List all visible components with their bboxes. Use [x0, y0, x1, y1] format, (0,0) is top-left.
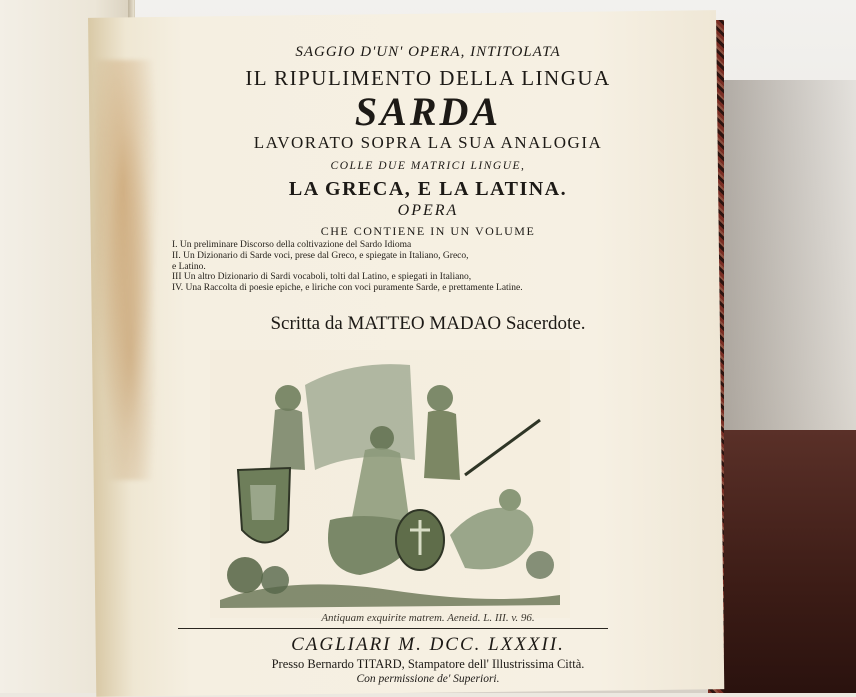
contents-item: III Un altro Dizionario di Sardi vocaboli, tolti dal Latino, e spiegati in Italiano,	[172, 272, 472, 283]
title-line-2: IL RIPULIMENTO DELLA LINGUA	[245, 66, 611, 90]
contents-item: e Latino.	[172, 261, 206, 272]
contents-item: I. Un preliminare Discorso della coltivazione del Sardo Idioma	[172, 240, 412, 250]
author-line: Scritta da MATTEO MADAO Sacerdote.	[270, 313, 586, 334]
contents-list	[172, 240, 602, 294]
engraving-illustration	[210, 350, 570, 618]
imprint-city: CAGLIARI M. DCC. LXXXII.	[291, 634, 565, 655]
contents-item: IV. Una Raccolta di poesie epiche, e liriche con voci puramente Sarde, e prettamente Latine.	[172, 283, 523, 294]
title-line-6: LA GRECA, E LA LATINA.	[288, 178, 568, 200]
title-line-4: LAVORATO SOPRA LA SUA ANALOGIA	[253, 133, 603, 152]
title-line-7: OPERA	[397, 202, 459, 219]
engraving-caption: Antiquam exquirite matrem. Aeneid. L. III. v. 96.	[321, 612, 535, 624]
title-line-1: SAGGIO D'UN' OPERA, INTITOLATA	[295, 44, 561, 60]
divider-rule	[178, 628, 608, 629]
contents-item: II. Un Dizionario di Sarde voci, prese dal Greco, e spiegate in Italiano, Greco,	[172, 250, 469, 261]
title-line-5: COLLE DUE MATRICI LINGUE,	[330, 160, 526, 172]
title-line-8: CHE CONTIENE IN UN VOLUME	[320, 224, 536, 238]
title-main: SARDA	[354, 89, 502, 134]
imprint-printer: Presso Bernardo TITARD, Stampatore dell' Illustrissima Città.	[271, 657, 585, 671]
imprint-permission: Con permissione de' Superiori.	[356, 673, 500, 685]
